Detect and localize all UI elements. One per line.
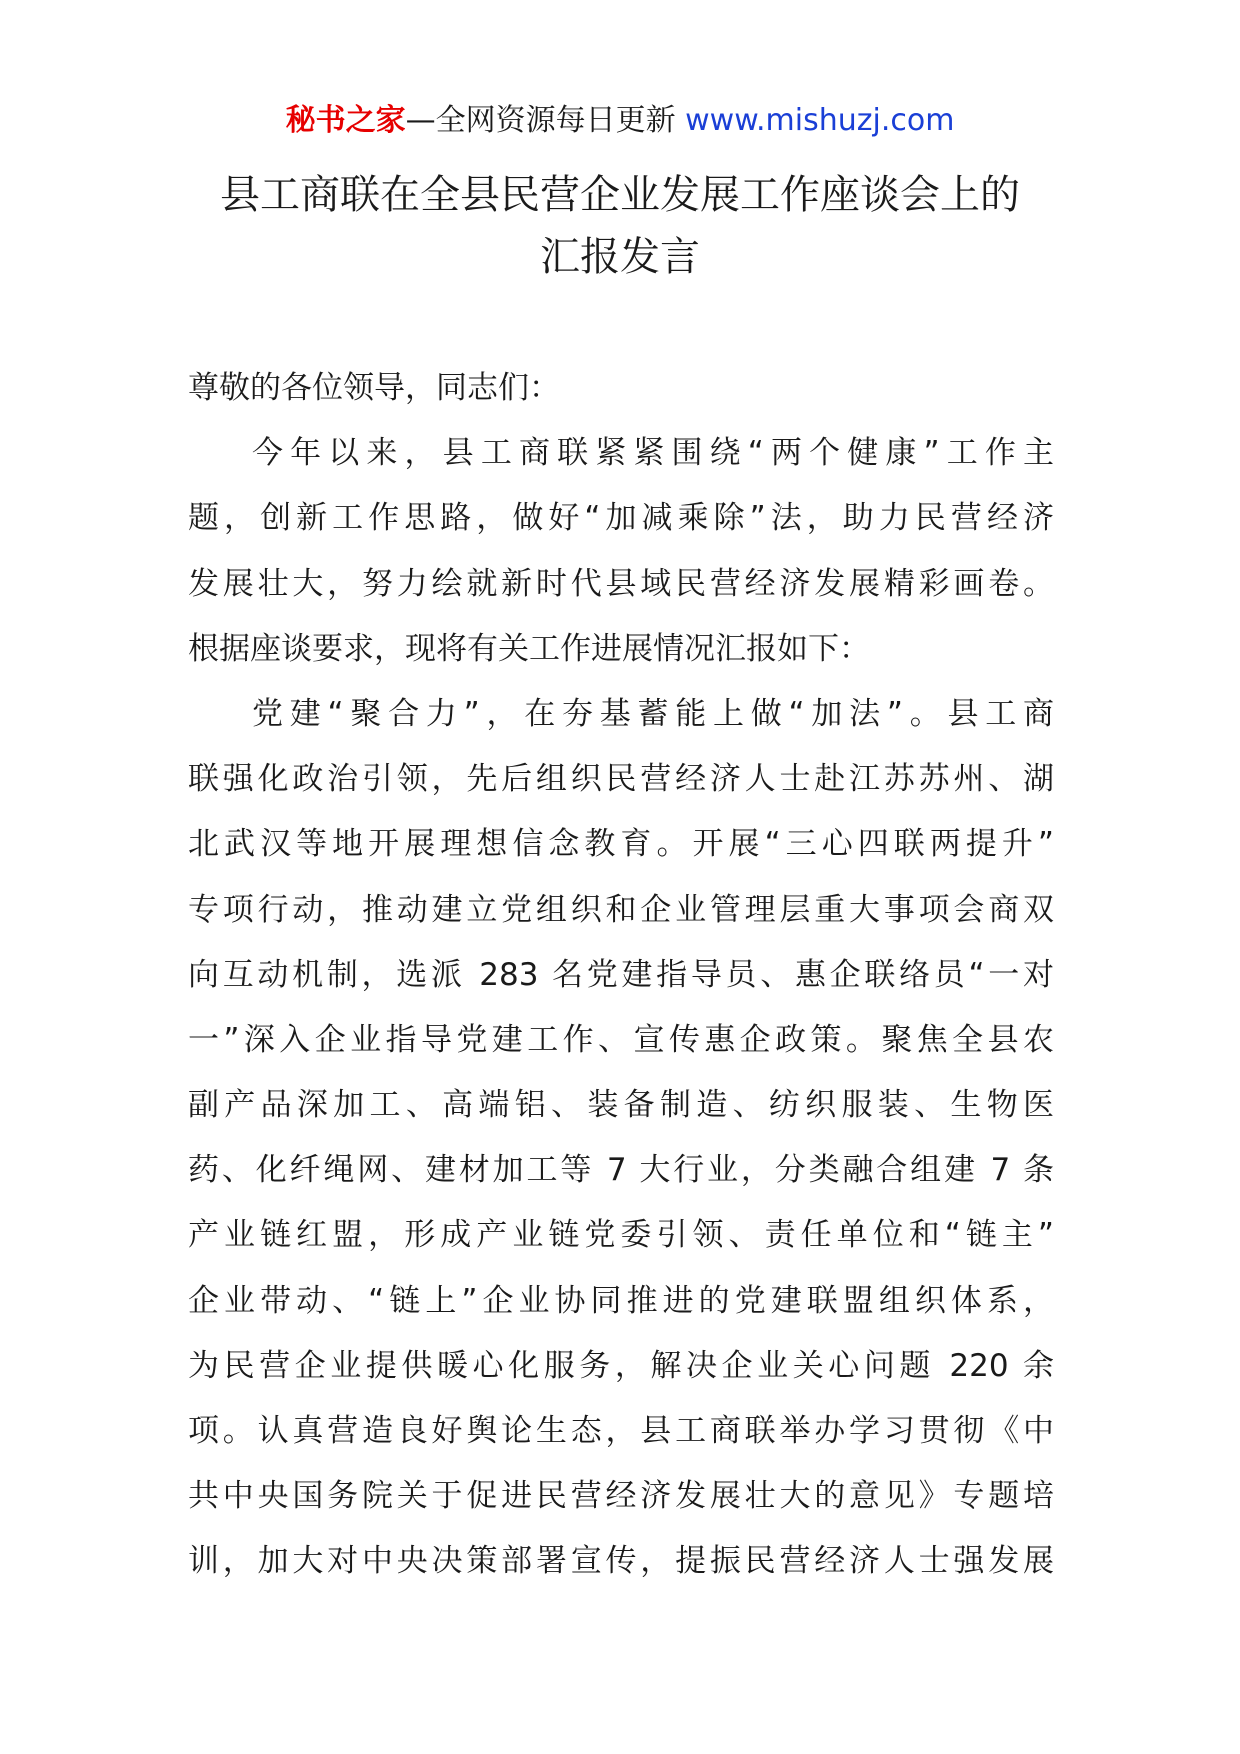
body-line: 向互动机制，选派 283 名党建指导员、惠企联络员“一对: [188, 956, 1054, 993]
document-title-line-1: 县工商联在全县民营企业发展工作座谈会上的: [220, 172, 1020, 218]
document-title: [0, 164, 1240, 288]
body-line: 企业带动、“链上”企业协同推进的党建联盟组织体系，: [188, 1282, 1054, 1319]
site-tagline: —全网资源每日更新: [405, 103, 686, 138]
body-line: 联强化政治引领，先后组织民营经济人士赴江苏苏州、湖: [188, 761, 1054, 798]
body-line: 药、化纤绳网、建材加工等 7 大行业，分类融合组建 7 条: [188, 1152, 1054, 1189]
body-line: 北武汉等地开展理想信念教育。开展“三心四联两提升”: [188, 826, 1054, 863]
body-line: 发展壮大，努力绘就新时代县域民营经济发展精彩画卷。: [188, 565, 1054, 602]
body-line: 专项行动，推动建立党组织和企业管理层重大事项会商双: [188, 891, 1054, 928]
body-line: 训，加大对中央决策部署宣传，提振民营经济人士强发展: [188, 1543, 1054, 1580]
site-brand: 秘书之家: [285, 103, 406, 138]
body-line: 项。认真营造良好舆论生态，县工商联举办学习贯彻《中: [188, 1413, 1054, 1449]
body-line: 一”深入企业指导党建工作、宣传惠企政策。聚焦全县农: [188, 1021, 1054, 1058]
document-title-line-2: 汇报发言: [540, 234, 700, 280]
body-line: 共中央国务院关于促进民营经济发展壮大的意见》专题培: [188, 1478, 1054, 1515]
document-body: [188, 356, 1054, 1595]
body-line: 根据座谈要求，现将有关工作进展情况汇报如下：: [188, 630, 870, 667]
body-line: 今年以来，县工商联紧紧围绕“两个健康”工作主: [252, 435, 1054, 472]
body-line: 产业链红盟，形成产业链党委引领、责任单位和“链主”: [188, 1217, 1054, 1254]
body-line: 为民营企业提供暖心化服务，解决企业关心问题 220 余: [188, 1347, 1054, 1384]
body-line: 党建“聚合力”，在夯基蓄能上做“加法”。县工商: [252, 695, 1054, 732]
site-header: [0, 98, 1240, 144]
body-line: 副产品深加工、高端铝、装备制造、纺织服装、生物医: [188, 1087, 1054, 1124]
salutation-line: 尊敬的各位领导，同志们：: [188, 370, 560, 406]
site-url-link[interactable]: www.mishuzj.com: [685, 103, 955, 138]
body-line: 题，创新工作思路，做好“加减乘除”法，助力民营经济: [188, 500, 1054, 537]
